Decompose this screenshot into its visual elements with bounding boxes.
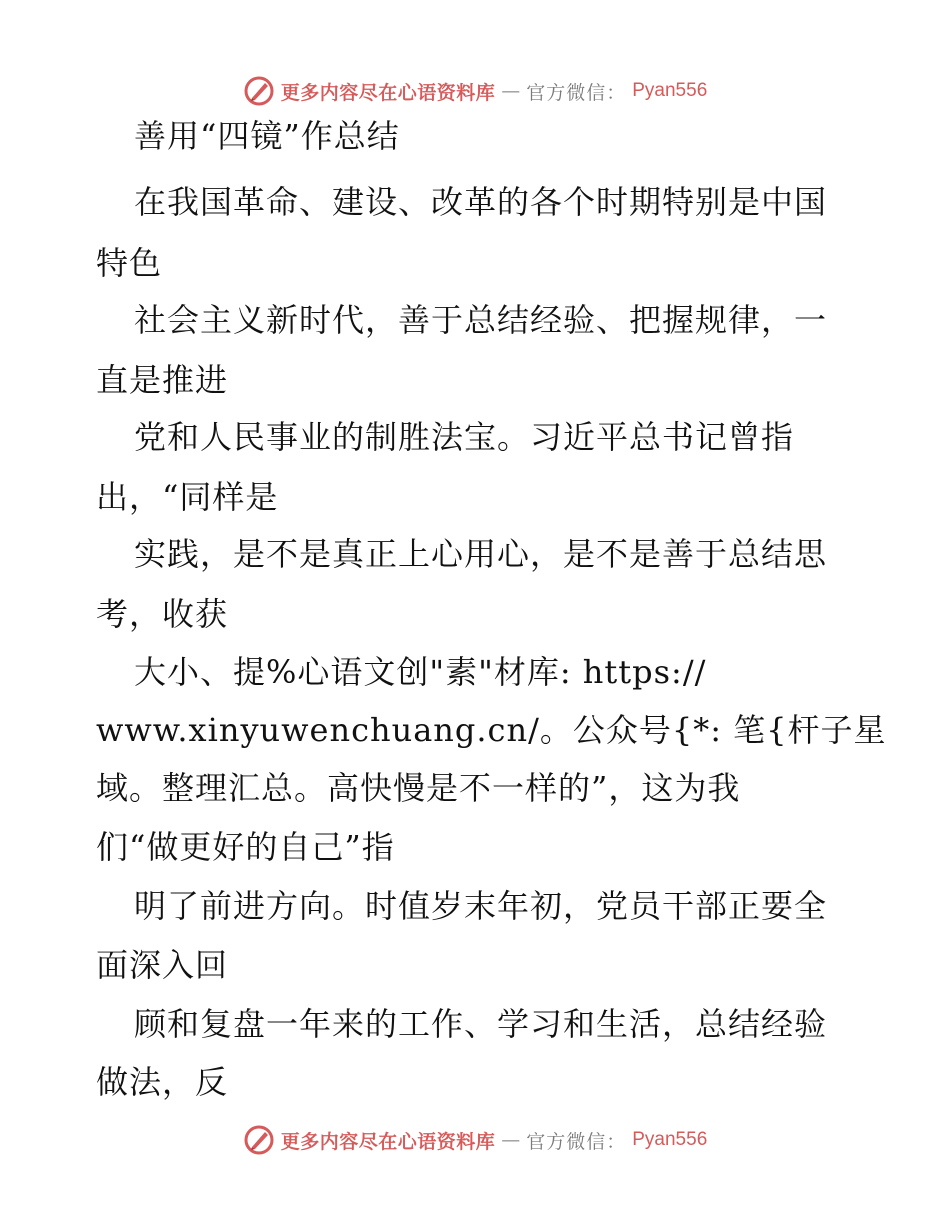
paragraph-line: 社会主义新时代，善于总结经验、把握规律，一 (134, 301, 828, 339)
paragraph-line: 特色 (96, 244, 163, 282)
paragraph-line: 做法，反 (96, 1063, 229, 1101)
paragraph-line: 在我国革命、建设、改革的各个时期特别是中国 (134, 183, 828, 221)
paragraph-line: 直是推进 (96, 361, 229, 399)
quill-logo-icon (243, 1124, 275, 1156)
paragraph-line: 考，收获 (96, 595, 229, 633)
watermark-wechat-id: Pyan556 (632, 1129, 708, 1150)
paragraph-line: www.xinyuwenchuang.cn/。公众号{*: 笔{杆子星 (96, 711, 887, 749)
watermark-separator: — (501, 1129, 521, 1151)
watermark-wechat-label: 官方微信： (526, 1130, 627, 1153)
watermark-main-text: 更多内容尽在心语资料库 (280, 81, 496, 104)
paragraph-line: 顾和复盘一年来的工作、学习和生活，总结经验 (134, 1005, 828, 1043)
paragraph-line: 出，“同样是 (96, 478, 279, 516)
quill-logo-icon (243, 75, 275, 107)
paragraph-line: 实践，是不是真正上心用心，是不是善于总结思 (134, 535, 828, 573)
paragraph-line: 明了前进方向。时值岁末年初，党员干部正要全 (134, 887, 828, 925)
paragraph-line: 们“做更好的自己”指 (96, 828, 395, 866)
paragraph-line: 大小、提%心语文创"素"材库: https:// (134, 653, 707, 691)
watermark-separator: — (501, 80, 521, 102)
watermark-wechat-id: Pyan556 (632, 80, 708, 101)
watermark-wechat-label: 官方微信： (526, 81, 627, 104)
document-title: 善用“四镜”作总结 (134, 117, 400, 155)
paragraph-line: 面深入回 (96, 946, 229, 984)
paragraph-line: 党和人民事业的制胜法宝。习近平总书记曾指 (134, 418, 795, 456)
header-watermark-banner (0, 71, 950, 111)
watermark-main-text: 更多内容尽在心语资料库 (280, 1130, 496, 1153)
paragraph-line: 域。整理汇总。高快慢是不一样的”，这为我 (96, 769, 741, 807)
footer-watermark-banner (0, 1120, 950, 1160)
